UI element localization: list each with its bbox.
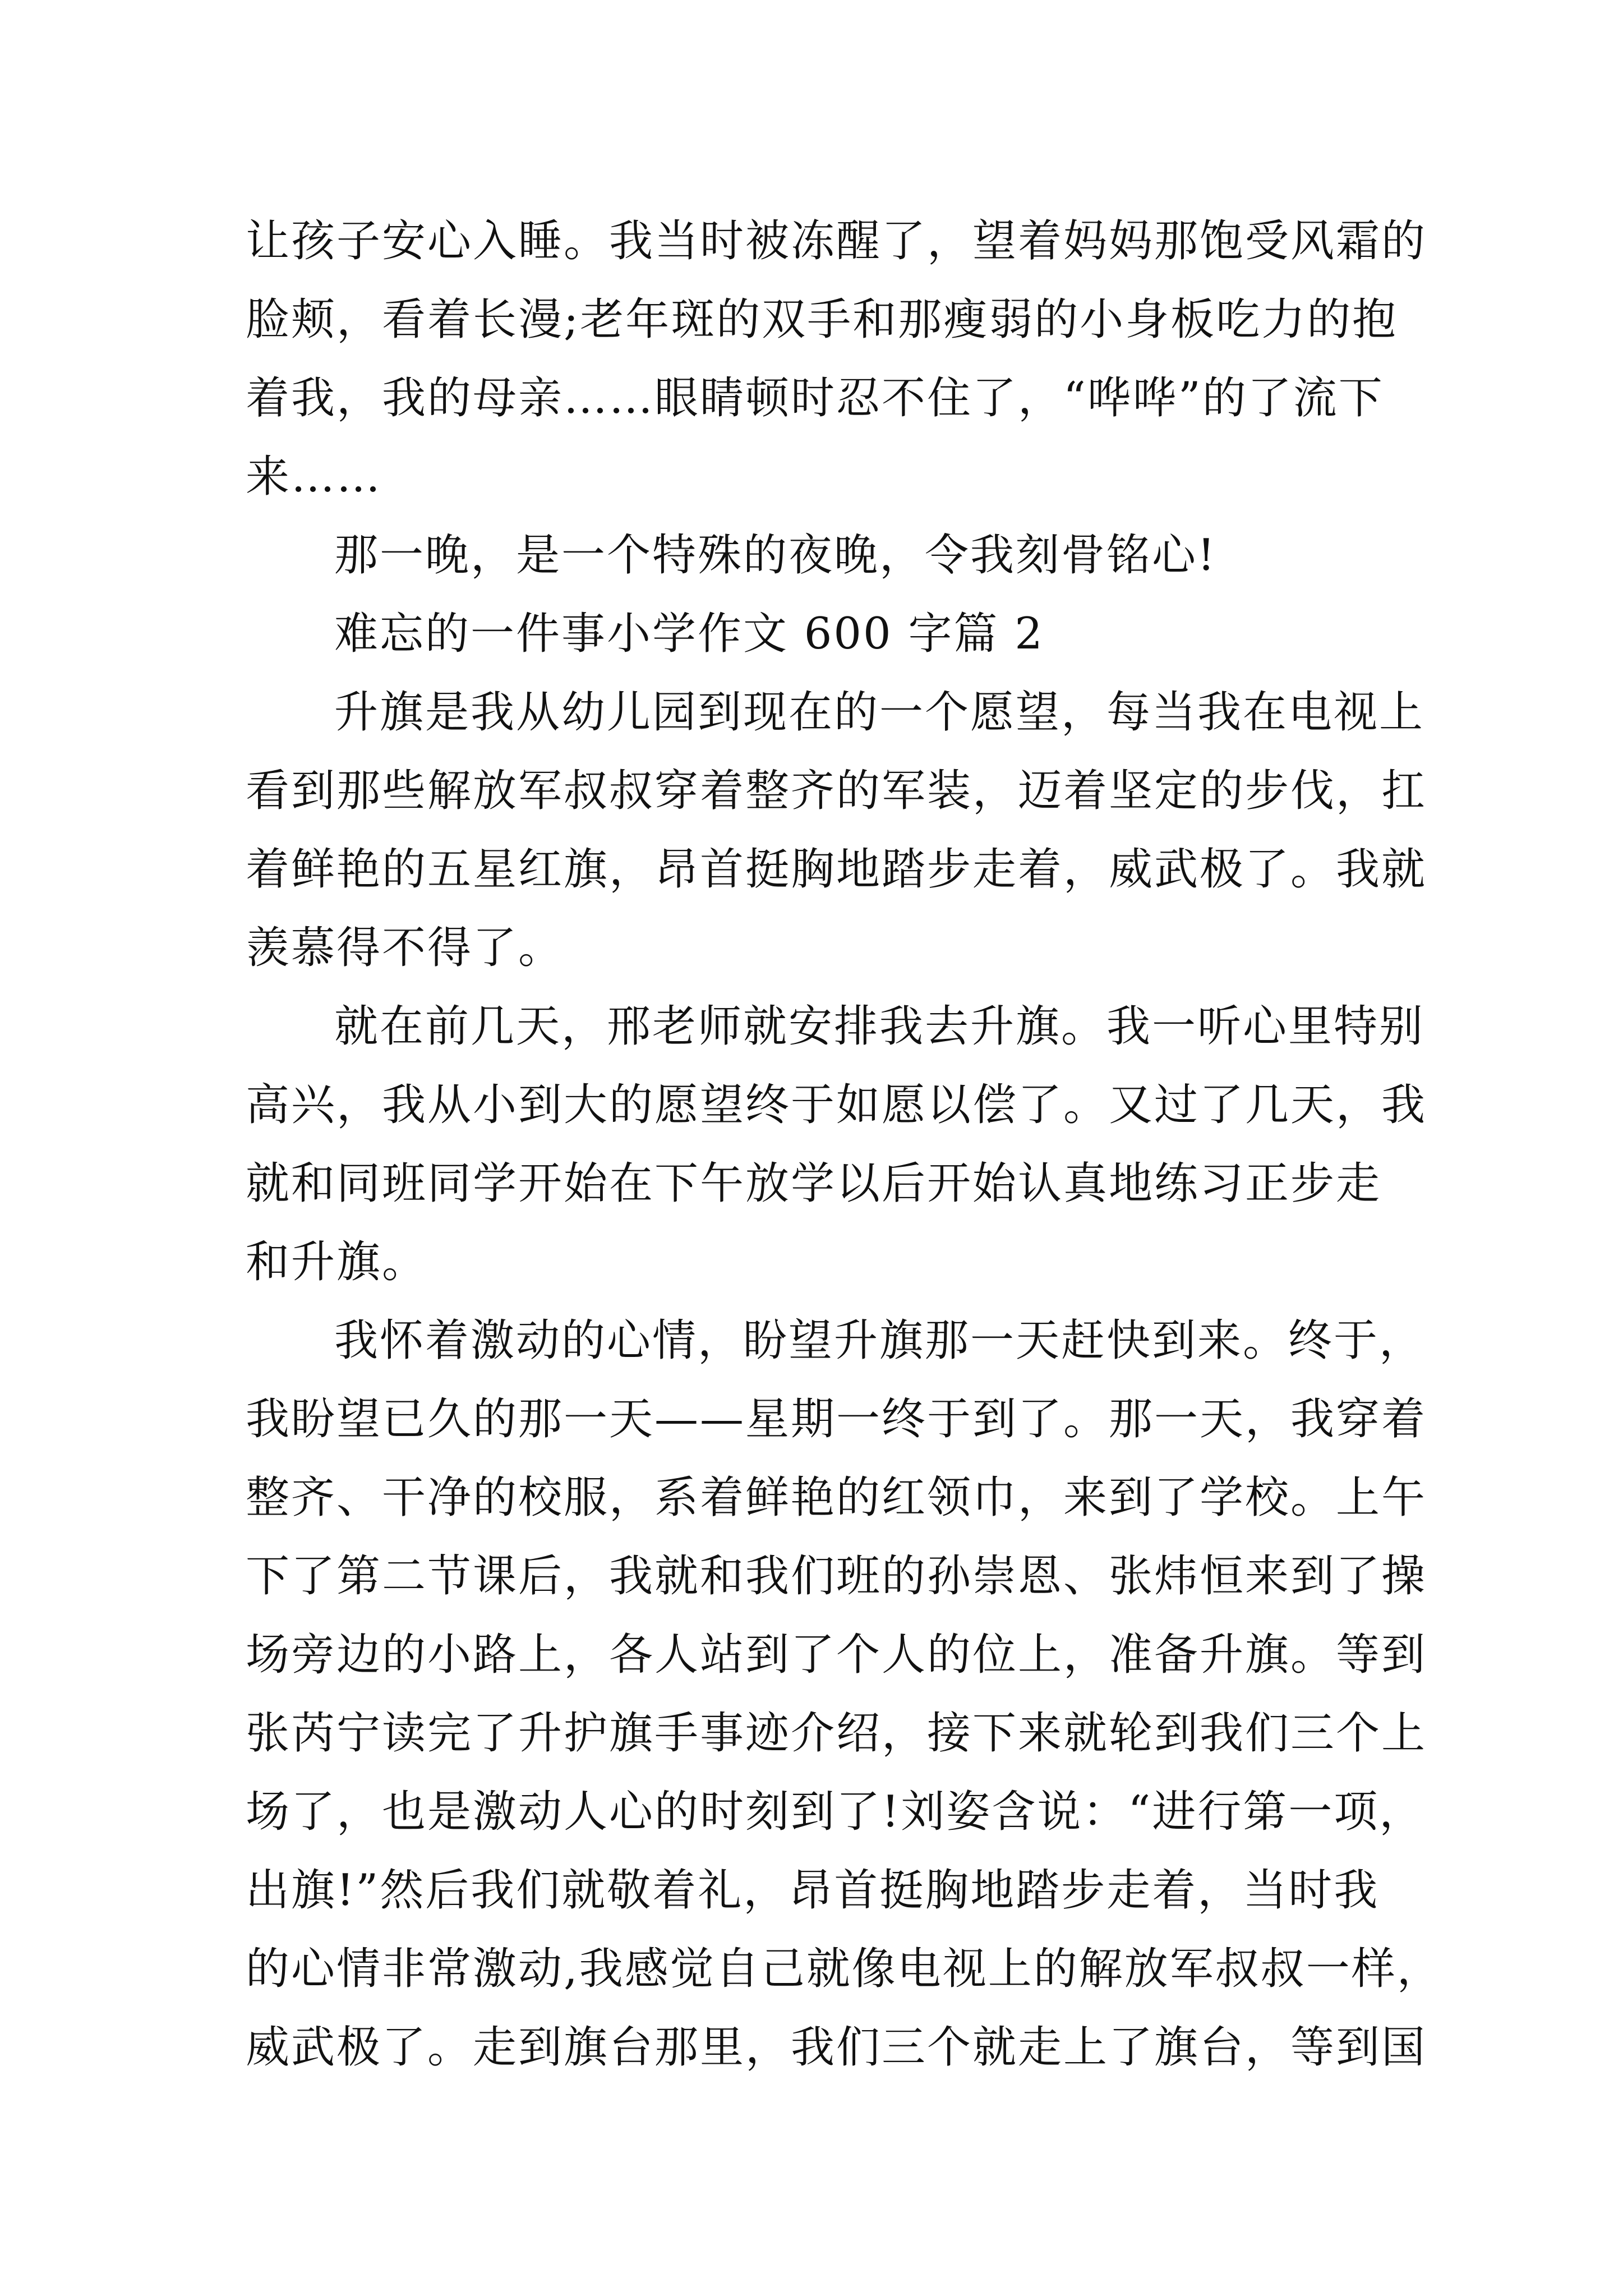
text-line: 张芮宁读完了升护旗手事迹介绍，接下来就轮到我们三个上 — [246, 1708, 1427, 1759]
text-line: 脸颊，看着长漫;老年斑的双手和那瘦弱的小身板吃力的抱 — [246, 295, 1398, 345]
text-line: 场了，也是激动人心的时刻到了!刘姿含说：“进行第一项， — [246, 1787, 1425, 1837]
text-line: 威武极了。走到旗台那里，我们三个就走上了旗台，等到国 — [246, 2022, 1427, 2073]
text-line: 着我，我的母亲……眼睛顿时忍不住了，“哗哗”的了流下 — [246, 373, 1384, 424]
text-line: 场旁边的小路上，各人站到了个人的位上，准备升旗。等到 — [246, 1630, 1427, 1680]
text-line: 升旗是我从幼儿园到现在的一个愿望，每当我在电视上 — [334, 687, 1425, 738]
text-line: 整齐、干净的校服，系着鲜艳的红领巾，来到了学校。上午 — [246, 1473, 1427, 1523]
text-line: 那一晚，是一个特殊的夜晚，令我刻骨铭心! — [334, 530, 1217, 581]
text-line: 我怀着激动的心情，盼望升旗那一天赶快到来。终于， — [334, 1315, 1425, 1366]
text-line: 看到那些解放军叔叔穿着整齐的军装，迈着坚定的步伐，扛 — [246, 766, 1427, 816]
text-line: 就和同班同学开始在下午放学以后开始认真地练习正步走 — [246, 1158, 1382, 1209]
text-line: 的心情非常激动,我感觉自己就像电视上的解放军叔叔一样， — [246, 1944, 1442, 1994]
text-line: 就在前几天，邢老师就安排我去升旗。我一听心里特别 — [334, 1001, 1425, 1052]
text-line: 来…… — [246, 452, 382, 502]
text-line: 让孩子安心入睡。我当时被冻醒了，望着妈妈那饱受风霜的 — [246, 216, 1427, 266]
text-line: 高兴，我从小到大的愿望终于如愿以偿了。又过了几天，我 — [246, 1080, 1427, 1130]
text-line: 和升旗。 — [246, 1237, 428, 1287]
text-line: 我盼望已久的那一天——星期一终于到了。那一天，我穿着 — [246, 1394, 1427, 1444]
text-line: 着鲜艳的五星红旗，昂首挺胸地踏步走着，威武极了。我就 — [246, 844, 1427, 895]
section-heading: 难忘的一件事小学作文 600 字篇 2 — [334, 609, 1044, 659]
text-line: 出旗!”然后我们就敬着礼，昂首挺胸地踏步走着，当时我 — [246, 1865, 1380, 1916]
text-line: 羡慕得不得了。 — [246, 923, 564, 973]
document-body — [246, 202, 1442, 2087]
text-line: 下了第二节课后，我就和我们班的孙崇恩、张炜恒来到了操 — [246, 1551, 1427, 1602]
